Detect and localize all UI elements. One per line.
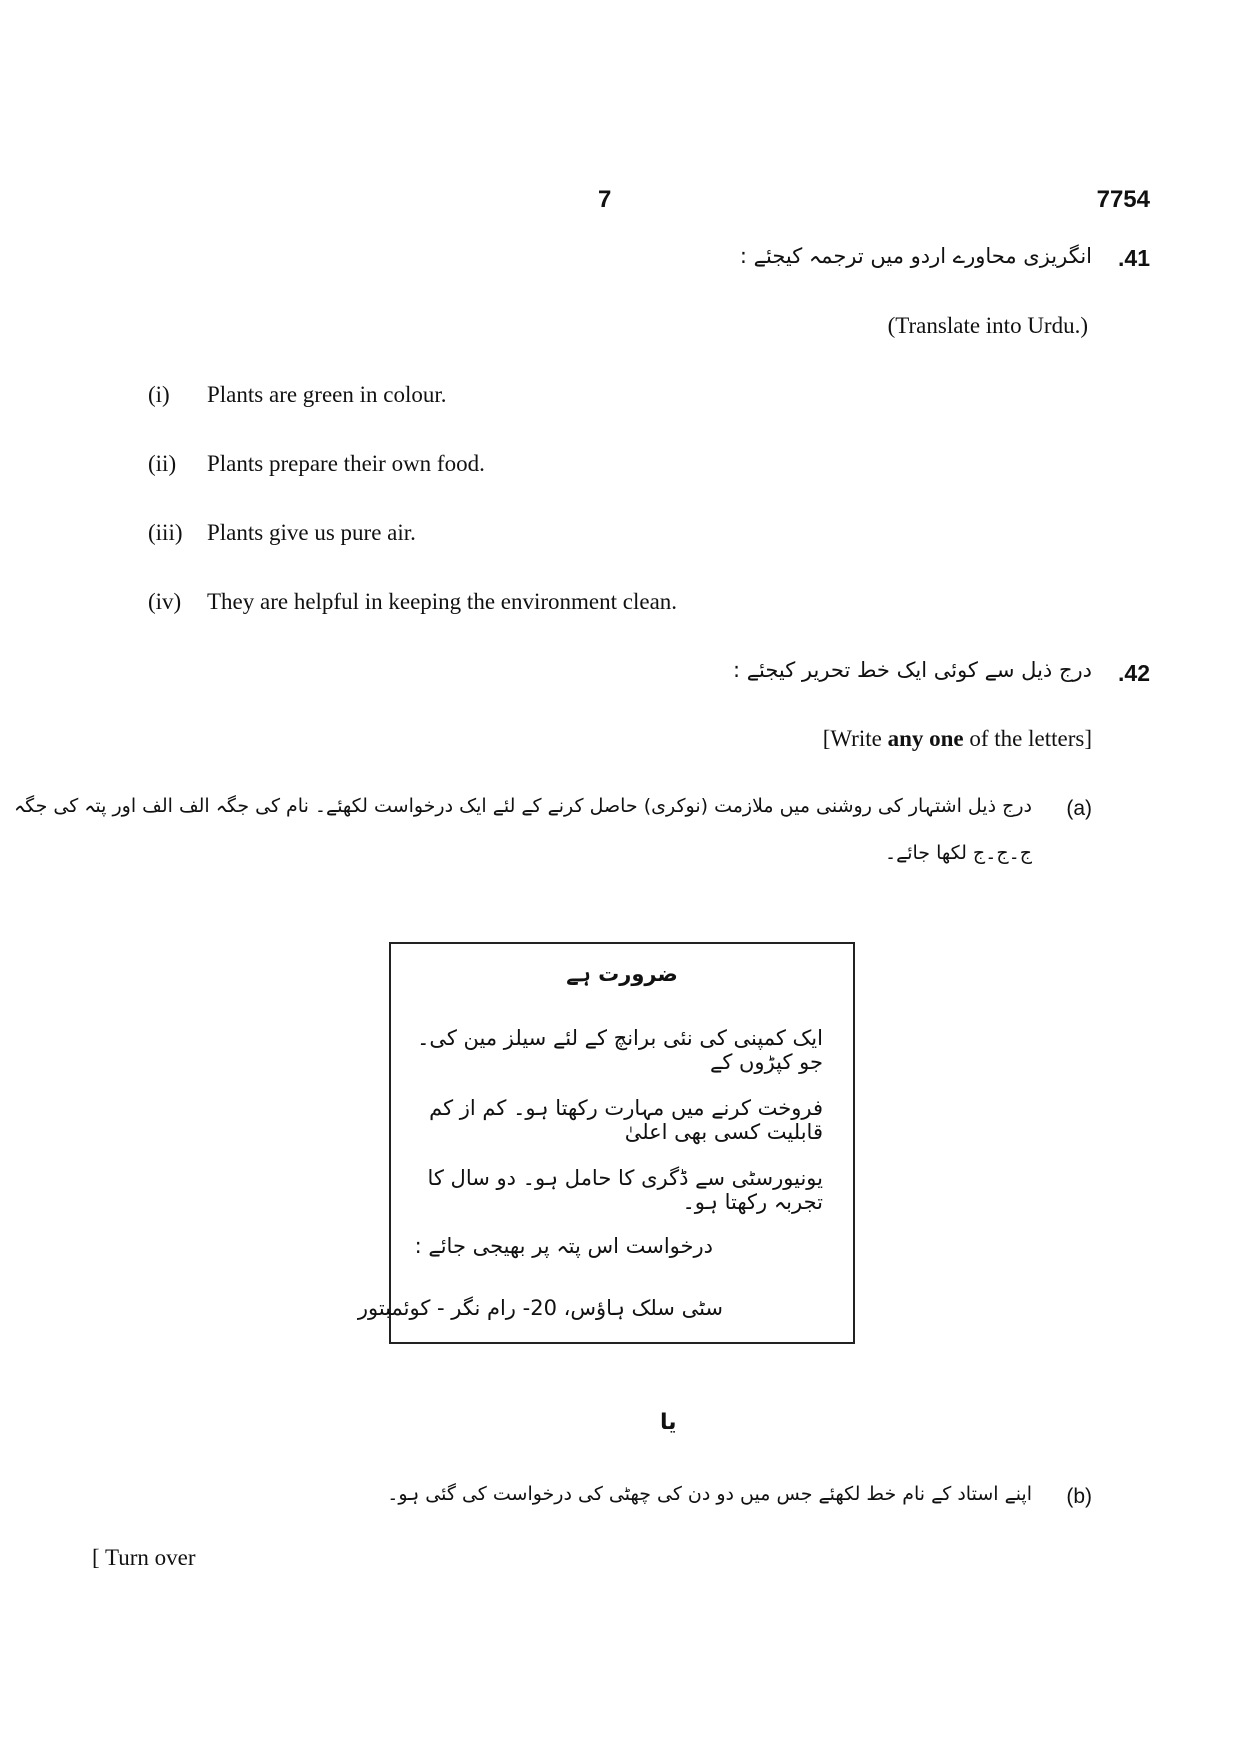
paper-code: 7754 — [1096, 186, 1150, 213]
q42-urdu-instruction: درج ذیل سے کوئی ایک خط تحریر کیجئے : — [732, 658, 1092, 682]
q42-instruction-suffix: of the letters] — [963, 726, 1092, 751]
part-a-label: (a) — [1066, 797, 1092, 820]
page-number: 7 — [598, 186, 612, 213]
q42-number: .42 — [1118, 660, 1150, 686]
part-a-line1: درج ذیل اشتہار کی روشنی میں ملازمت (نوکری) حاصل کرنے کے لئے ایک درخواست لکھئے۔ نام کی جگہ الف الف اور پتہ کی جگہ — [13, 795, 1032, 817]
notice-title: ضرورت ہے — [566, 962, 678, 986]
turn-over: [ Turn over — [92, 1545, 196, 1570]
q41-number: .41 — [1118, 245, 1150, 271]
q41-item-label: (i) — [148, 382, 170, 407]
notice-address: سٹی سلک ہاؤس، 20- رام نگر - کوئمبتور — [357, 1296, 723, 1320]
part-b-label: (b) — [1066, 1485, 1092, 1508]
notice-line: ایک کمپنی کی نئی برانچ کے لئے سیلز مین کی۔ جو کپڑوں کے — [417, 1026, 823, 1074]
q41-item-text: Plants are green in colour. — [207, 382, 447, 407]
q41-item-text: Plants give us pure air. — [207, 520, 416, 545]
q41-item-label: (ii) — [148, 451, 177, 476]
notice-line: فروخت کرنے میں مہارت رکھتا ہو۔ کم از کم قابلیت کسی بھی اعلیٰ — [429, 1096, 823, 1144]
q41-item-label: (iii) — [148, 520, 183, 545]
q41-item-text: They are helpful in keeping the environment clean. — [207, 589, 678, 614]
or-separator: یا — [660, 1410, 677, 1435]
q41-urdu-instruction: انگریزی محاورے اردو میں ترجمہ کیجئے : — [739, 244, 1092, 268]
q42-instruction-prefix: [Write — [822, 726, 888, 751]
q42-english-instruction — [823, 726, 1092, 752]
part-a-line2: ج۔ج۔ج لکھا جائے۔ — [884, 842, 1032, 864]
q41-english-instruction: (Translate into Urdu.) — [887, 313, 1088, 338]
notice-line: یونیورسٹی سے ڈگری کا حامل ہو۔ دو سال کا تجربہ رکھتا ہو۔ — [427, 1166, 823, 1214]
q42-instruction-bold: any one — [887, 726, 964, 751]
part-b-text: اپنے استاد کے نام خط لکھئے جس میں دو دن کی چھٹی کی درخواست کی گئی ہو۔ — [387, 1483, 1032, 1505]
q41-item-label: (iv) — [148, 589, 182, 614]
notice-line: درخواست اس پتہ پر بھیجی جائے : — [414, 1234, 713, 1258]
advertisement-box — [357, 942, 855, 1344]
q41-item-text: Plants prepare their own food. — [207, 451, 485, 476]
